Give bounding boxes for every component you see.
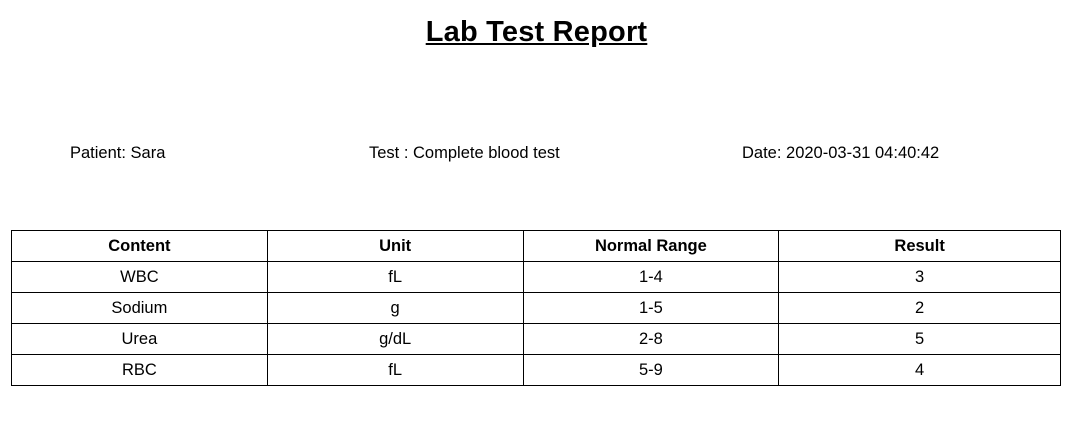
cell-result: 3 — [779, 262, 1061, 293]
lab-report-page — [0, 16, 1073, 429]
column-header-normal-range: Normal Range — [523, 231, 779, 262]
column-header-unit: Unit — [267, 231, 523, 262]
report-date-label: Date: 2020-03-31 04:40:42 — [742, 144, 940, 162]
table-row — [12, 324, 1061, 355]
cell-unit: fL — [267, 355, 523, 386]
cell-normal-range: 2-8 — [523, 324, 779, 355]
patient-name-label: Patient: Sara — [70, 144, 166, 162]
cell-content: RBC — [12, 355, 268, 386]
table-row — [12, 262, 1061, 293]
cell-content: Urea — [12, 324, 268, 355]
table-header-row — [12, 231, 1061, 262]
cell-content: WBC — [12, 262, 268, 293]
cell-result: 2 — [779, 293, 1061, 324]
lab-results-table — [11, 230, 1061, 386]
cell-normal-range: 1-4 — [523, 262, 779, 293]
cell-content: Sodium — [12, 293, 268, 324]
report-meta — [0, 144, 1073, 170]
cell-unit: g — [267, 293, 523, 324]
cell-result: 5 — [779, 324, 1061, 355]
cell-result: 4 — [779, 355, 1061, 386]
page-title: Lab Test Report — [425, 16, 648, 48]
cell-unit: fL — [267, 262, 523, 293]
table-row — [12, 355, 1061, 386]
cell-normal-range: 1-5 — [523, 293, 779, 324]
column-header-content: Content — [12, 231, 268, 262]
cell-normal-range: 5-9 — [523, 355, 779, 386]
column-header-result: Result — [779, 231, 1061, 262]
test-name-label: Test : Complete blood test — [369, 144, 560, 162]
table-row — [12, 293, 1061, 324]
cell-unit: g/dL — [267, 324, 523, 355]
